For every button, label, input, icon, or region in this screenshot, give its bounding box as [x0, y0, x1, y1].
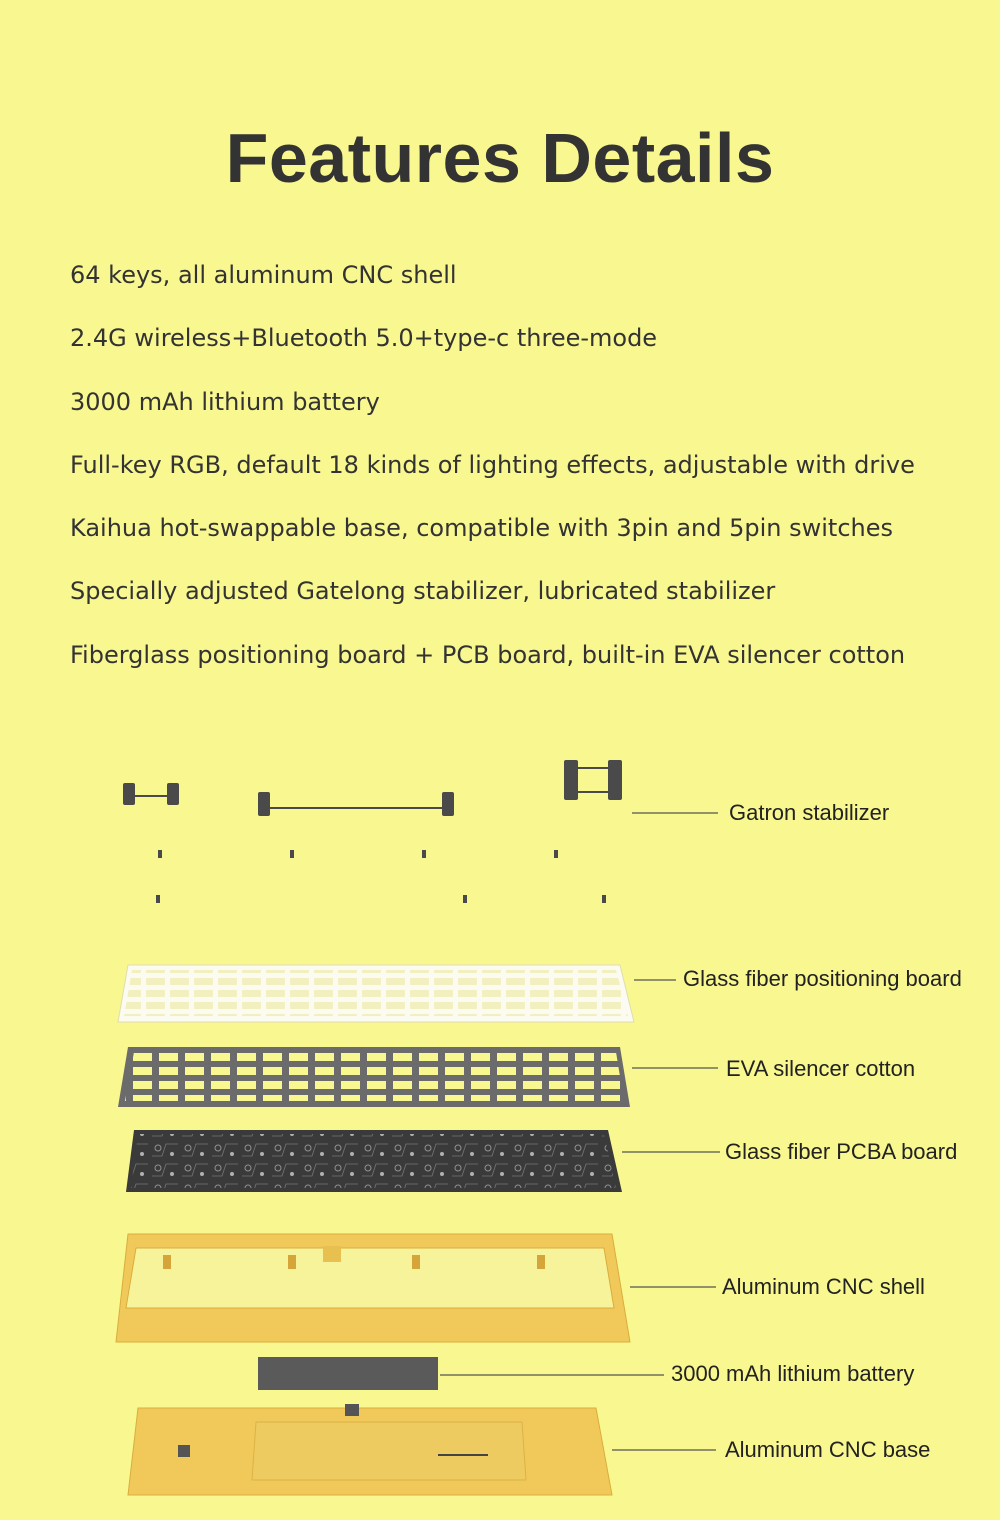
label-shell: Aluminum CNC shell [722, 1274, 925, 1299]
label-battery: 3000 mAh lithium battery [671, 1361, 915, 1386]
pcba-board [126, 1130, 720, 1192]
stabilizer-set [123, 760, 718, 903]
feature-list [70, 244, 915, 687]
label-stabilizer: Gatron stabilizer [729, 800, 890, 825]
exploded-keyboard-diagram [0, 700, 1000, 1516]
aluminum-shell [116, 1234, 716, 1342]
label-plate: Glass fiber positioning board [683, 966, 962, 991]
page-title: Features Details [225, 119, 775, 197]
feature-item: 64 keys, all aluminum CNC shell [70, 261, 457, 289]
feature-item: Specially adjusted Gatelong stabilizer, lubricated stabilizer [70, 577, 776, 606]
feature-item: Full-key RGB, default 18 kinds of lighting effects, adjustable with drive [70, 450, 915, 479]
aluminum-base [128, 1404, 716, 1495]
label-base: Aluminum CNC base [725, 1437, 931, 1462]
feature-item: Fiberglass positioning board + PCB board, built-in EVA silencer cotton [70, 640, 906, 669]
eva-foam-layer [118, 1047, 718, 1107]
lithium-battery [258, 1357, 664, 1390]
label-foam: EVA silencer cotton [726, 1056, 916, 1081]
glass-fiber-plate [118, 965, 676, 1022]
feature-item: 2.4G wireless+Bluetooth 5.0+type-c three-mode [70, 324, 658, 353]
label-pcb: Glass fiber PCBA board [725, 1139, 958, 1164]
feature-item: Kaihua hot-swappable base, compatible with 3pin and 5pin switches [70, 514, 894, 543]
feature-item: 3000 mAh lithium battery [70, 387, 380, 416]
